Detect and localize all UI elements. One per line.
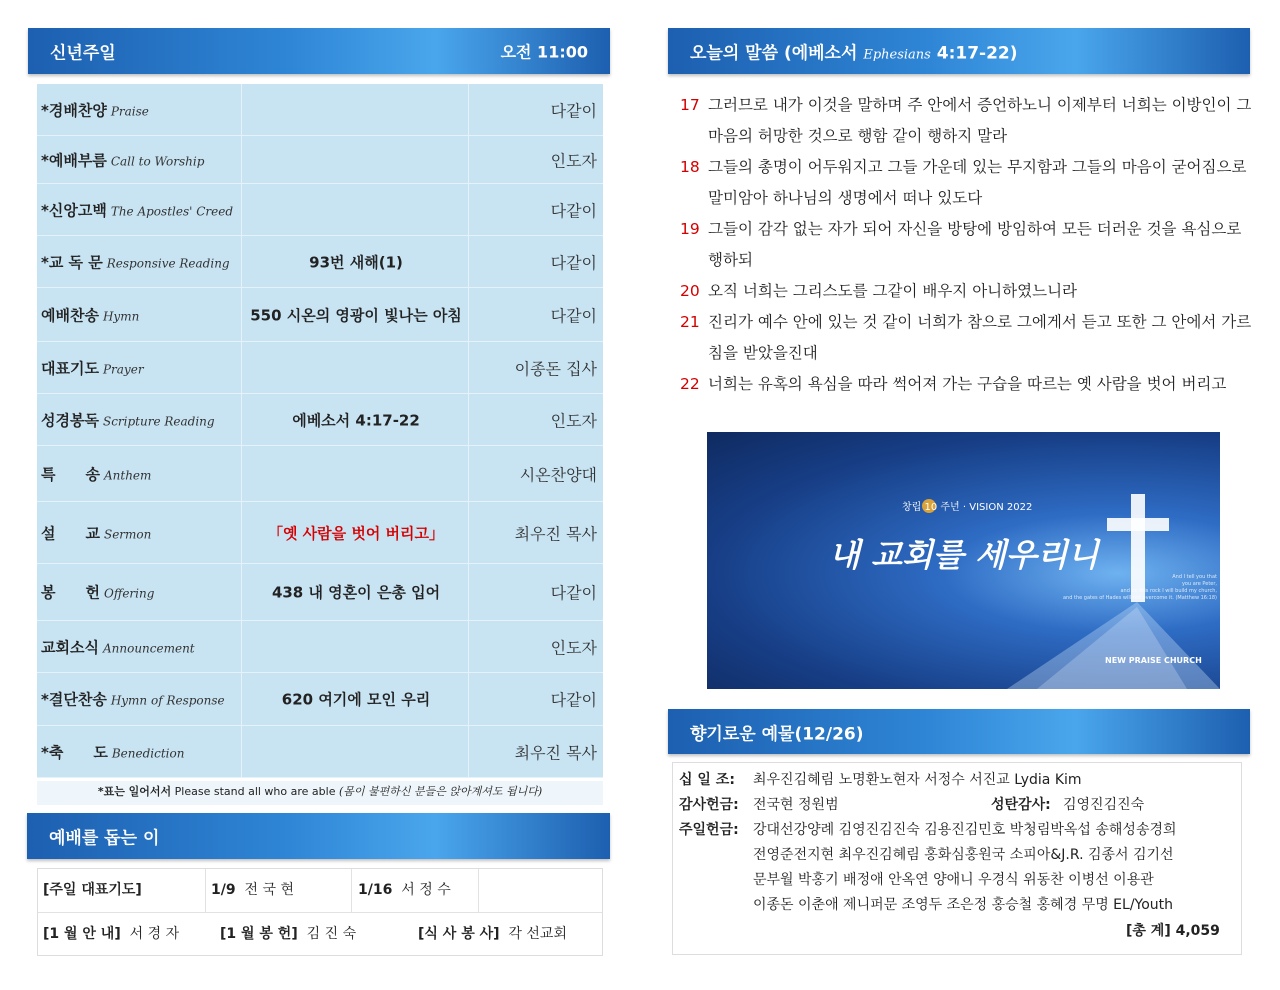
thanks-label: 감사헌금: bbox=[679, 797, 739, 813]
row-leader: 다같이 bbox=[550, 253, 597, 272]
row-title-en: Offering bbox=[103, 586, 155, 601]
row-title-en: Anthem bbox=[103, 468, 152, 482]
row-detail: 93번 새해(1) bbox=[309, 253, 403, 271]
banner-verse bbox=[1037, 574, 1217, 602]
verse-text: 오직 너희는 그리스도를 그같이 배우지 아니하였느니라 bbox=[708, 282, 1078, 300]
worship-row bbox=[37, 184, 603, 236]
worship-row bbox=[37, 502, 603, 564]
worship-row bbox=[37, 236, 603, 288]
row-leader: 인도자 bbox=[550, 151, 597, 170]
row-title-ko: *신앙고백 bbox=[41, 201, 107, 219]
row-detail: 에베소서 4:17-22 bbox=[292, 411, 420, 429]
verse-number: 18 bbox=[680, 158, 700, 176]
total-value: 4,059 bbox=[1175, 923, 1220, 939]
verse-text: 그들의 총명이 어두워지고 그들 가운데 있는 무지함과 그들의 마음이 굳어짐으로 말미암아 하나님의 생명에서 떠나 있도다 bbox=[708, 158, 1247, 207]
sunday-names: 문부월 박홍기 배정애 안옥연 양애니 우경식 위동찬 이병선 이용관 bbox=[753, 872, 1154, 888]
row-leader: 다같이 bbox=[550, 306, 597, 325]
row-title bbox=[41, 304, 139, 325]
verse-number: 20 bbox=[680, 282, 700, 300]
worship-time: 오전 11:00 bbox=[500, 42, 588, 62]
standing-note-text: Please stand all who are able bbox=[171, 785, 339, 798]
row-leader: 최우진 목사 bbox=[514, 524, 597, 543]
row-leader: 시온찬양대 bbox=[519, 465, 597, 484]
meal-label: [식 사 봉 사] bbox=[418, 926, 500, 942]
row-leader: 인도자 bbox=[550, 638, 597, 657]
row-leader: 다같이 bbox=[550, 690, 597, 710]
row-title bbox=[41, 522, 151, 543]
sunday-names: 전영준전지현 최우진김혜림 홍화심홍원국 소피아&J.R. 김종서 김기선 bbox=[753, 847, 1174, 863]
sunday-label: 주일헌금: bbox=[679, 822, 739, 838]
row-leader: 이종돈 집사 bbox=[514, 359, 597, 378]
verse bbox=[680, 90, 1260, 152]
row-leader: 인도자 bbox=[550, 411, 597, 430]
standing-note-italic: (몸이 불편하신 분들은 앉아계셔도 됩니다) bbox=[338, 785, 543, 798]
row-title bbox=[41, 689, 225, 710]
tithe-label: 십 일 조: bbox=[679, 772, 735, 788]
verse-number: 22 bbox=[680, 375, 700, 393]
row-detail: 438 내 영혼이 은총 입어 bbox=[271, 583, 441, 602]
thanks-names: 전국현 정원범 bbox=[753, 797, 839, 813]
offering-total bbox=[1126, 920, 1220, 940]
row-title-en: Sermon bbox=[103, 527, 152, 541]
row-title-ko: *결단찬송 bbox=[41, 690, 107, 709]
row-leader: 다같이 bbox=[550, 583, 597, 603]
sunday-names: 이종돈 이춘애 제니퍼문 조영두 조은정 홍승철 홍혜경 무명 EL/Youth bbox=[753, 897, 1174, 913]
worship-row bbox=[37, 342, 603, 394]
row-title-en: Responsive Reading bbox=[106, 256, 230, 270]
offer-label: [1 월 봉 헌] bbox=[220, 926, 298, 942]
verse-number: 19 bbox=[680, 220, 700, 238]
row-title-en: Hymn of Response bbox=[110, 693, 225, 708]
prayer-name-2: 서 정 수 bbox=[401, 882, 451, 898]
row-title bbox=[41, 99, 149, 120]
prayer-name-1: 전 국 현 bbox=[244, 882, 294, 898]
row-title-en: Call to Worship bbox=[110, 154, 205, 168]
row-title bbox=[41, 463, 151, 484]
row-title bbox=[41, 741, 184, 762]
worship-row bbox=[37, 288, 603, 342]
worship-row bbox=[37, 726, 603, 778]
banner-top-text: 창립 10 주년 · VISION 2022 bbox=[902, 502, 1033, 513]
row-title-ko: *예배부름 bbox=[41, 151, 107, 169]
verse bbox=[680, 152, 1260, 214]
row-title-en: The Apostles' Creed bbox=[110, 204, 234, 218]
row-title-en: Benediction bbox=[111, 746, 185, 760]
row-title bbox=[41, 149, 204, 170]
row-title-en: Hymn bbox=[102, 309, 140, 323]
banner-church-name: NEW PRAISE CHURCH bbox=[1105, 656, 1202, 665]
scripture-title-en: Ephesians bbox=[863, 47, 931, 63]
worship-row bbox=[37, 136, 603, 184]
row-detail: 550 시온의 영광이 빛나는 아침 bbox=[250, 306, 462, 324]
total-label: [총 계] bbox=[1126, 923, 1171, 939]
verse-text: 너희는 유혹의 욕심을 따라 썩어져 가는 구습을 따르는 옛 사람을 벗어 버리고 bbox=[708, 375, 1227, 393]
scripture-title-ko: 오늘의 말씀 (에베소서 bbox=[690, 43, 858, 64]
row-title-ko: 성경봉독 bbox=[41, 411, 99, 429]
verse-text: 진리가 예수 안에 있는 것 같이 너희가 참으로 그에게서 듣고 또한 그 안에서 가르침을 받았을진대 bbox=[708, 313, 1252, 362]
vision-banner-image bbox=[707, 432, 1220, 689]
tithe-names: 최우진김혜림 노명환노현자 서정수 서진교 Lydia Kim bbox=[753, 772, 1082, 788]
offerings-list bbox=[672, 762, 1242, 955]
row-title bbox=[41, 582, 154, 603]
offerings-header bbox=[668, 709, 1250, 754]
row-detail: 「옛 사람을 벗어 버리고」 bbox=[267, 524, 445, 542]
helpers-title: 예배를 돕는 이 bbox=[49, 828, 160, 849]
helpers-table bbox=[37, 868, 603, 956]
row-title-ko: 설 교 bbox=[41, 524, 100, 542]
prayer-label: [주일 대표기도] bbox=[43, 882, 142, 898]
worship-title: 신년주일 bbox=[50, 43, 116, 64]
row-title-ko: 봉 헌 bbox=[41, 583, 100, 602]
banner-verse-line: And I tell you that bbox=[1172, 574, 1217, 580]
row-title bbox=[41, 199, 233, 220]
christmas-names: 김영진김진숙 bbox=[1063, 797, 1145, 813]
row-title-en: Announcement bbox=[102, 641, 195, 655]
row-leader: 최우진 목사 bbox=[514, 743, 597, 762]
standing-note-bold: *표는 일어서서 bbox=[97, 785, 172, 798]
helpers-header bbox=[27, 813, 610, 859]
christmas-label: 성탄감사: bbox=[991, 797, 1051, 813]
verse bbox=[680, 276, 1260, 307]
row-title-ko: 교회소식 bbox=[41, 638, 99, 656]
verse-number: 17 bbox=[680, 96, 700, 114]
row-title bbox=[41, 636, 195, 657]
row-title-ko: 예배찬송 bbox=[41, 306, 99, 324]
worship-row bbox=[37, 621, 603, 673]
row-leader: 다같이 bbox=[550, 201, 597, 220]
row-title bbox=[41, 251, 230, 272]
worship-row bbox=[37, 446, 603, 502]
row-title-ko: 대표기도 bbox=[41, 359, 99, 377]
worship-row bbox=[37, 564, 603, 621]
meal-name: 각 선교회 bbox=[508, 926, 567, 942]
row-title-en: Scripture Reading bbox=[102, 414, 215, 428]
row-title-ko: *경배찬양 bbox=[41, 101, 107, 119]
banner-verse-line: and the gates of Hades will not overcome it. (Matthew 16:18) bbox=[1062, 595, 1217, 601]
row-title bbox=[41, 409, 215, 430]
offer-name: 김 진 숙 bbox=[306, 926, 357, 942]
guide-label: [1 월 안 내] bbox=[43, 926, 121, 942]
worship-row bbox=[37, 673, 603, 726]
verse-text: 그들이 감각 없는 자가 되어 자신을 방탕에 방임하여 모든 더러운 것을 욕심으로 행하되 bbox=[708, 220, 1242, 269]
standing-note bbox=[37, 781, 603, 805]
row-title-ko: 특 송 bbox=[41, 465, 100, 483]
scripture-title-ref: 4:17-22) bbox=[936, 43, 1018, 64]
prayer-date-1: 1/9 bbox=[211, 882, 236, 898]
worship-row bbox=[37, 394, 603, 446]
scripture-title bbox=[690, 39, 1018, 64]
scripture-verses bbox=[680, 90, 1260, 400]
row-title-ko: *교 독 문 bbox=[41, 253, 103, 271]
banner-verse-line: you are Peter, bbox=[1181, 581, 1217, 587]
verse bbox=[680, 214, 1260, 276]
verse bbox=[680, 307, 1260, 369]
row-detail: 620 여기에 모인 우리 bbox=[281, 690, 431, 709]
verse-number: 21 bbox=[680, 313, 700, 331]
row-title-en: Praise bbox=[110, 104, 149, 118]
guide-name: 서 경 자 bbox=[129, 926, 180, 942]
prayer-date-2: 1/16 bbox=[358, 882, 393, 898]
worship-header bbox=[28, 28, 610, 74]
verse-text: 그러므로 내가 이것을 말하며 주 안에서 증언하노니 이제부터 너희는 이방인이 그 마음의 허망한 것으로 행함 같이 행하지 말라 bbox=[708, 96, 1252, 145]
banner-main-text: 내 교회를 세우리니 bbox=[829, 536, 1099, 574]
sunday-names: 강대선강양례 김영진김진숙 김용진김민호 박청림박옥섭 송해성송경희 bbox=[753, 822, 1177, 838]
banner-verse-line: and on this rock I will build my church, bbox=[1120, 588, 1217, 594]
row-leader: 다같이 bbox=[550, 101, 597, 120]
order-of-worship bbox=[37, 84, 603, 778]
row-title bbox=[41, 357, 144, 378]
verse bbox=[680, 369, 1260, 400]
worship-row bbox=[37, 84, 603, 136]
scripture-header bbox=[668, 28, 1250, 74]
offerings-title: 향기로운 예물(12/26) bbox=[690, 724, 864, 744]
row-title-en: Prayer bbox=[102, 362, 144, 376]
row-title-ko: *축 도 bbox=[41, 743, 108, 761]
